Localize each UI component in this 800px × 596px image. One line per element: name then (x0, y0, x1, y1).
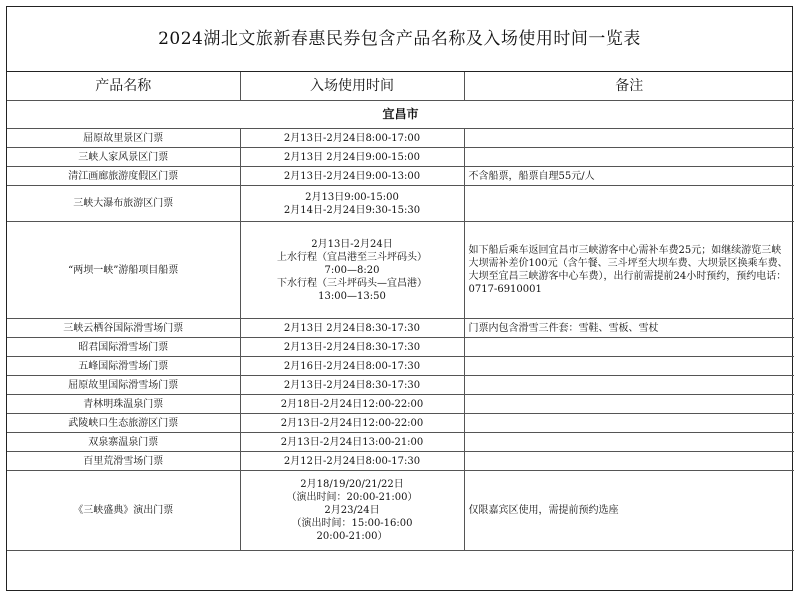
product-name-cell: 武陵峡口生态旅游区门票 (7, 414, 240, 433)
table-row (7, 338, 794, 357)
entry-time-cell (240, 129, 464, 148)
note-cell: 仅限嘉宾区使用，需提前预约选座 (464, 471, 794, 551)
column-header-time: 入场使用时间 (240, 72, 464, 101)
product-name-cell: 《三峡盛典》演出门票 (7, 471, 240, 551)
entry-time-line: 2月13日-2月24日12:00-22:00 (280, 417, 424, 429)
entry-time-line: 2月13日-2月24日9:00-13:00 (283, 170, 421, 182)
table-row (7, 395, 794, 414)
product-name-cell: 三峡大瀑布旅游区门票 (7, 186, 240, 222)
entry-time-cell (240, 338, 464, 357)
product-name-cell: “两坝一峡”游船项目船票 (7, 222, 240, 319)
entry-time-line: 7:00—8:20 (324, 264, 380, 276)
entry-time-line: 2月18/19/20/21/22日 (300, 479, 404, 490)
entry-time-cell (240, 222, 464, 319)
entry-time-line: 2月13日-2月24日8:30-17:30 (283, 341, 421, 353)
entry-time-line: 2月13日-2月24日8:00-17:00 (283, 132, 421, 144)
note-cell (464, 433, 794, 452)
entry-time-cell (240, 357, 464, 376)
product-name-cell: 三峡人家风景区门票 (7, 148, 240, 167)
entry-time-cell (240, 433, 464, 452)
entry-time-line: 2月13日 2月24日9:00-15:00 (283, 151, 420, 163)
product-name-cell: 青林明珠温泉门票 (7, 395, 240, 414)
table-row (7, 319, 794, 338)
entry-time-line: （演出时间：15:00-16:00 (291, 518, 413, 529)
product-name-cell: 五峰国际滑雪场门票 (7, 357, 240, 376)
entry-time-line: （演出时间：20:00-21:00） (286, 492, 418, 503)
product-name-cell: 双泉寨温泉门票 (7, 433, 240, 452)
table-row (7, 433, 794, 452)
note-cell: 门票内包含滑雪三件套：雪鞋、雪板、雪杖 (464, 319, 794, 338)
product-name-cell: 清江画廊旅游度假区门票 (7, 167, 240, 186)
note-cell (464, 186, 794, 222)
note-cell (464, 452, 794, 471)
entry-time-line: 2月12日-2月24日8:00-17:30 (283, 455, 421, 467)
table-row (7, 357, 794, 376)
note-cell (464, 395, 794, 414)
product-name-cell: 百里荒滑雪场门票 (7, 452, 240, 471)
note-cell (464, 129, 794, 148)
product-name-cell: 三峡云栖谷国际滑雪场门票 (7, 319, 240, 338)
entry-time-line: 2月13日 2月24日8:30-17:30 (283, 322, 420, 334)
entry-time-cell (240, 148, 464, 167)
note-cell: 如下船后乘车返回宜昌市三峡游客中心需补车费25元；如继续游览三峡大坝需补差价100元（含午餐、三斗坪至大坝车费、大坝景区换乘车费、大坝至宜昌三峡游客中心车费），出行前需提前24小时预约，预约电话：0717-6910001 (464, 222, 794, 319)
entry-time-line: 20:00-21:00） (316, 531, 388, 542)
entry-time-cell (240, 414, 464, 433)
entry-time-line: 2月14日-2月24日9:30-15:30 (283, 204, 421, 216)
note-cell (464, 376, 794, 395)
note-cell: 不含船票，船票自理55元/人 (464, 167, 794, 186)
product-name-cell: 屈原故里国际滑雪场门票 (7, 376, 240, 395)
column-header-note: 备注 (464, 72, 794, 101)
entry-time-line: 2月13日-2月24日 (311, 238, 393, 250)
entry-time-line: 2月16日-2月24日8:00-17:30 (283, 360, 421, 372)
table-row (7, 186, 794, 222)
entry-time-line: 下水行程（三斗坪码头—宜昌港） (277, 277, 427, 289)
table-row (7, 148, 794, 167)
entry-time-cell (240, 376, 464, 395)
entry-time-cell (240, 167, 464, 186)
product-name-cell: 屈原故里景区门票 (7, 129, 240, 148)
entry-time-cell (240, 452, 464, 471)
table-row (7, 414, 794, 433)
table-row (7, 222, 794, 319)
entry-time-line: 上水行程（宜昌港至三斗坪码头） (277, 251, 427, 263)
section-title: 宜昌市 (7, 101, 794, 129)
note-cell (464, 414, 794, 433)
entry-time-line: 2月23/24日 (324, 505, 380, 516)
table-row (7, 471, 794, 551)
table-row (7, 376, 794, 395)
note-cell (464, 148, 794, 167)
ticket-table (7, 72, 794, 551)
entry-time-line: 2月13日-2月24日13:00-21:00 (280, 436, 424, 448)
table-row (7, 452, 794, 471)
header-row (7, 72, 794, 101)
entry-time-line: 13:00—13:50 (318, 290, 386, 302)
entry-time-line: 2月13日9:00-15:00 (305, 191, 399, 203)
entry-time-line: 2月18日-2月24日12:00-22:00 (280, 398, 424, 410)
entry-time-cell (240, 471, 464, 551)
column-header-product: 产品名称 (7, 72, 240, 101)
table-row (7, 129, 794, 148)
entry-time-cell (240, 319, 464, 338)
note-cell (464, 338, 794, 357)
entry-time-line: 2月13日-2月24日8:30-17:30 (283, 379, 421, 391)
section-row (7, 101, 794, 129)
note-cell (464, 357, 794, 376)
entry-time-cell (240, 186, 464, 222)
table-row (7, 167, 794, 186)
entry-time-cell (240, 395, 464, 414)
table-title: 2024湖北文旅新春惠民券包含产品名称及入场使用时间一览表 (7, 7, 792, 72)
product-name-cell: 昭君国际滑雪场门票 (7, 338, 240, 357)
ticket-table-sheet (6, 6, 793, 591)
